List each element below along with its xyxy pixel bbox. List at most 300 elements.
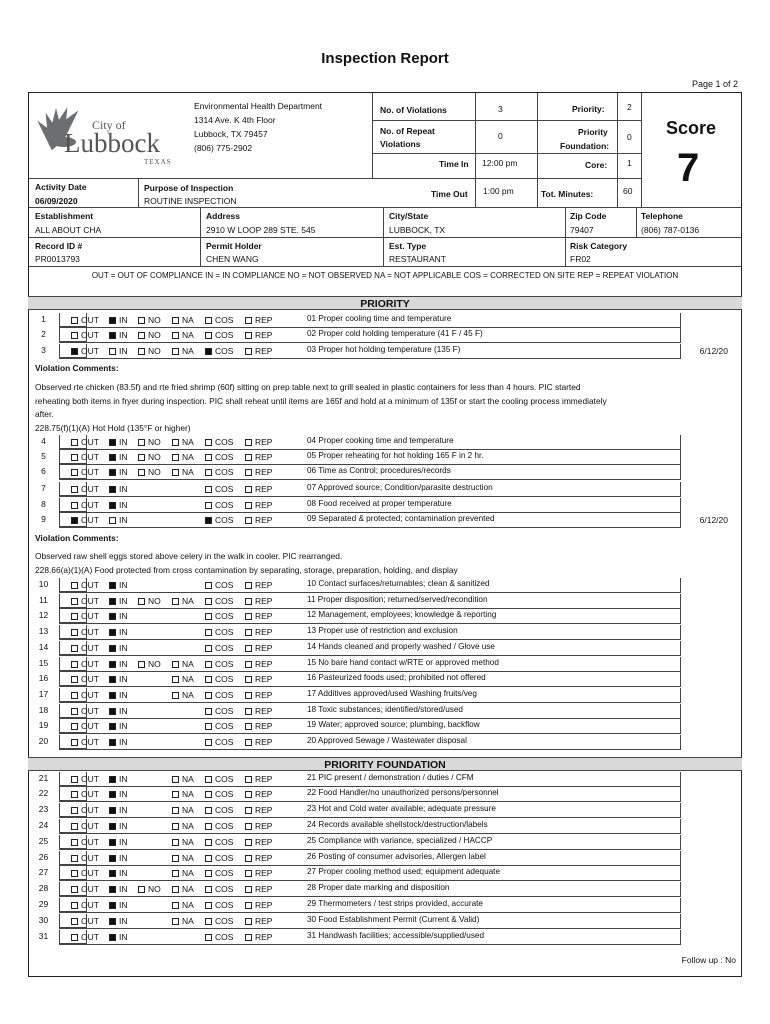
checkbox-in-icon[interactable] [109, 613, 116, 620]
checkbox-rep[interactable] [245, 706, 272, 716]
checkbox-out-icon[interactable] [71, 870, 78, 877]
checkbox-cos[interactable] [205, 706, 233, 716]
checkbox-na-icon[interactable] [172, 598, 179, 605]
checkbox-na[interactable] [172, 674, 194, 684]
checkbox-in[interactable] [109, 437, 128, 447]
checkbox-na[interactable] [172, 774, 194, 784]
checkbox-in-icon[interactable] [109, 598, 116, 605]
checkbox-in[interactable] [109, 500, 128, 510]
checkbox-out[interactable] [71, 346, 99, 356]
checkbox-cos-icon[interactable] [205, 469, 212, 476]
checkbox-rep[interactable] [245, 580, 272, 590]
checkbox-rep[interactable] [245, 627, 272, 637]
checkbox-out-icon[interactable] [71, 723, 78, 730]
checkbox-rep-icon[interactable] [245, 739, 252, 746]
checkbox-out[interactable] [71, 315, 99, 325]
checkbox-out-icon[interactable] [71, 934, 78, 941]
checkbox-na-icon[interactable] [172, 776, 179, 783]
checkbox-out-icon[interactable] [71, 902, 78, 909]
checkbox-na-icon[interactable] [172, 332, 179, 339]
checkbox-cos[interactable] [205, 853, 233, 863]
checkbox-in[interactable] [109, 932, 128, 942]
checkbox-na-icon[interactable] [172, 661, 179, 668]
checkbox-rep[interactable] [245, 853, 272, 863]
checkbox-in[interactable] [109, 789, 128, 799]
checkbox-no-icon[interactable] [138, 598, 145, 605]
checkbox-cos[interactable] [205, 580, 233, 590]
checkbox-cos-icon[interactable] [205, 823, 212, 830]
checkbox-in-icon[interactable] [109, 723, 116, 730]
checkbox-cos-icon[interactable] [205, 791, 212, 798]
checkbox-out[interactable] [71, 674, 99, 684]
checkbox-cos-icon[interactable] [205, 918, 212, 925]
checkbox-in[interactable] [109, 821, 128, 831]
checkbox-in-icon[interactable] [109, 870, 116, 877]
checkbox-cos[interactable] [205, 932, 233, 942]
checkbox-na-icon[interactable] [172, 469, 179, 476]
checkbox-rep[interactable] [245, 884, 272, 894]
checkbox-no[interactable] [138, 315, 161, 325]
checkbox-cos[interactable] [205, 484, 233, 494]
checkbox-no[interactable] [138, 437, 161, 447]
checkbox-cos-icon[interactable] [205, 723, 212, 730]
checkbox-no[interactable] [138, 452, 161, 462]
checkbox-rep-icon[interactable] [245, 723, 252, 730]
checkbox-no-icon[interactable] [138, 332, 145, 339]
checkbox-rep[interactable] [245, 916, 272, 926]
checkbox-rep[interactable] [245, 315, 272, 325]
checkbox-cos[interactable] [205, 737, 233, 747]
checkbox-na-icon[interactable] [172, 918, 179, 925]
checkbox-out[interactable] [71, 627, 99, 637]
checkbox-rep[interactable] [245, 643, 272, 653]
checkbox-in-icon[interactable] [109, 776, 116, 783]
checkbox-cos-icon[interactable] [205, 502, 212, 509]
checkbox-out[interactable] [71, 837, 99, 847]
checkbox-cos-icon[interactable] [205, 676, 212, 683]
checkbox-rep[interactable] [245, 837, 272, 847]
checkbox-rep[interactable] [245, 932, 272, 942]
checkbox-cos-icon[interactable] [205, 807, 212, 814]
checkbox-rep-icon[interactable] [245, 629, 252, 636]
checkbox-cos-icon[interactable] [205, 317, 212, 324]
checkbox-rep[interactable] [245, 868, 272, 878]
checkbox-no[interactable] [138, 467, 161, 477]
checkbox-na[interactable] [172, 884, 194, 894]
checkbox-rep-icon[interactable] [245, 645, 252, 652]
checkbox-out[interactable] [71, 659, 99, 669]
checkbox-rep-icon[interactable] [245, 934, 252, 941]
checkbox-rep-icon[interactable] [245, 855, 252, 862]
checkbox-rep-icon[interactable] [245, 502, 252, 509]
checkbox-out[interactable] [71, 821, 99, 831]
checkbox-cos-icon[interactable] [205, 454, 212, 461]
checkbox-cos-icon[interactable] [205, 692, 212, 699]
checkbox-out-icon[interactable] [71, 486, 78, 493]
checkbox-rep-icon[interactable] [245, 839, 252, 846]
checkbox-rep[interactable] [245, 596, 272, 606]
checkbox-in[interactable] [109, 853, 128, 863]
checkbox-cos[interactable] [205, 467, 233, 477]
checkbox-na-icon[interactable] [172, 317, 179, 324]
checkbox-out[interactable] [71, 737, 99, 747]
checkbox-na[interactable] [172, 916, 194, 926]
checkbox-out[interactable] [71, 721, 99, 731]
checkbox-out-icon[interactable] [71, 708, 78, 715]
checkbox-rep-icon[interactable] [245, 332, 252, 339]
checkbox-no[interactable] [138, 659, 161, 669]
checkbox-out-icon[interactable] [71, 629, 78, 636]
checkbox-in[interactable] [109, 515, 128, 525]
checkbox-cos[interactable] [205, 721, 233, 731]
checkbox-cos[interactable] [205, 500, 233, 510]
checkbox-in[interactable] [109, 690, 128, 700]
checkbox-in-icon[interactable] [109, 332, 116, 339]
checkbox-cos[interactable] [205, 643, 233, 653]
checkbox-na[interactable] [172, 805, 194, 815]
checkbox-na-icon[interactable] [172, 348, 179, 355]
checkbox-out[interactable] [71, 580, 99, 590]
checkbox-rep-icon[interactable] [245, 807, 252, 814]
checkbox-out-icon[interactable] [71, 613, 78, 620]
checkbox-na-icon[interactable] [172, 870, 179, 877]
checkbox-cos-icon[interactable] [205, 613, 212, 620]
checkbox-in[interactable] [109, 452, 128, 462]
checkbox-out[interactable] [71, 868, 99, 878]
checkbox-in-icon[interactable] [109, 739, 116, 746]
checkbox-in-icon[interactable] [109, 486, 116, 493]
checkbox-in-icon[interactable] [109, 886, 116, 893]
checkbox-in-icon[interactable] [109, 629, 116, 636]
checkbox-cos[interactable] [205, 515, 233, 525]
checkbox-in-icon[interactable] [109, 645, 116, 652]
checkbox-out-icon[interactable] [71, 661, 78, 668]
checkbox-in-icon[interactable] [109, 918, 116, 925]
checkbox-out-icon[interactable] [71, 823, 78, 830]
checkbox-out-icon[interactable] [71, 332, 78, 339]
checkbox-out[interactable] [71, 330, 99, 340]
checkbox-rep[interactable] [245, 346, 272, 356]
checkbox-out[interactable] [71, 900, 99, 910]
checkbox-rep-icon[interactable] [245, 454, 252, 461]
checkbox-na-icon[interactable] [172, 791, 179, 798]
checkbox-rep[interactable] [245, 821, 272, 831]
checkbox-in-icon[interactable] [109, 839, 116, 846]
checkbox-rep[interactable] [245, 900, 272, 910]
checkbox-na[interactable] [172, 821, 194, 831]
checkbox-cos-icon[interactable] [205, 902, 212, 909]
checkbox-in[interactable] [109, 916, 128, 926]
checkbox-na[interactable] [172, 330, 194, 340]
checkbox-out-icon[interactable] [71, 839, 78, 846]
checkbox-na-icon[interactable] [172, 692, 179, 699]
checkbox-in-icon[interactable] [109, 517, 116, 524]
checkbox-cos[interactable] [205, 452, 233, 462]
checkbox-cos-icon[interactable] [205, 517, 212, 524]
checkbox-out-icon[interactable] [71, 317, 78, 324]
checkbox-na[interactable] [172, 437, 194, 447]
checkbox-no-icon[interactable] [138, 348, 145, 355]
checkbox-rep-icon[interactable] [245, 776, 252, 783]
checkbox-no[interactable] [138, 884, 161, 894]
checkbox-out-icon[interactable] [71, 692, 78, 699]
checkbox-cos[interactable] [205, 330, 233, 340]
checkbox-in-icon[interactable] [109, 708, 116, 715]
checkbox-out-icon[interactable] [71, 348, 78, 355]
checkbox-in-icon[interactable] [109, 791, 116, 798]
checkbox-na[interactable] [172, 900, 194, 910]
checkbox-in[interactable] [109, 900, 128, 910]
checkbox-in-icon[interactable] [109, 823, 116, 830]
checkbox-cos[interactable] [205, 900, 233, 910]
checkbox-na[interactable] [172, 315, 194, 325]
checkbox-in[interactable] [109, 330, 128, 340]
checkbox-cos[interactable] [205, 437, 233, 447]
checkbox-out-icon[interactable] [71, 454, 78, 461]
checkbox-na-icon[interactable] [172, 823, 179, 830]
checkbox-cos-icon[interactable] [205, 645, 212, 652]
checkbox-out-icon[interactable] [71, 645, 78, 652]
checkbox-cos[interactable] [205, 884, 233, 894]
checkbox-rep-icon[interactable] [245, 886, 252, 893]
checkbox-cos[interactable] [205, 690, 233, 700]
checkbox-cos-icon[interactable] [205, 870, 212, 877]
checkbox-in[interactable] [109, 611, 128, 621]
checkbox-in[interactable] [109, 580, 128, 590]
checkbox-na-icon[interactable] [172, 676, 179, 683]
checkbox-in-icon[interactable] [109, 439, 116, 446]
checkbox-na[interactable] [172, 837, 194, 847]
checkbox-cos-icon[interactable] [205, 934, 212, 941]
checkbox-in-icon[interactable] [109, 807, 116, 814]
checkbox-cos[interactable] [205, 596, 233, 606]
checkbox-in[interactable] [109, 346, 128, 356]
checkbox-out[interactable] [71, 484, 99, 494]
checkbox-rep-icon[interactable] [245, 517, 252, 524]
checkbox-rep[interactable] [245, 515, 272, 525]
checkbox-cos-icon[interactable] [205, 332, 212, 339]
checkbox-cos-icon[interactable] [205, 776, 212, 783]
checkbox-rep[interactable] [245, 805, 272, 815]
checkbox-out-icon[interactable] [71, 502, 78, 509]
checkbox-na-icon[interactable] [172, 839, 179, 846]
checkbox-na-icon[interactable] [172, 439, 179, 446]
checkbox-rep[interactable] [245, 437, 272, 447]
checkbox-rep[interactable] [245, 690, 272, 700]
checkbox-in-icon[interactable] [109, 317, 116, 324]
checkbox-out-icon[interactable] [71, 676, 78, 683]
checkbox-out-icon[interactable] [71, 469, 78, 476]
checkbox-in[interactable] [109, 315, 128, 325]
checkbox-rep-icon[interactable] [245, 823, 252, 830]
checkbox-out[interactable] [71, 437, 99, 447]
checkbox-in[interactable] [109, 837, 128, 847]
checkbox-no-icon[interactable] [138, 317, 145, 324]
checkbox-rep[interactable] [245, 452, 272, 462]
checkbox-out-icon[interactable] [71, 582, 78, 589]
checkbox-in[interactable] [109, 659, 128, 669]
checkbox-in-icon[interactable] [109, 855, 116, 862]
checkbox-cos[interactable] [205, 627, 233, 637]
checkbox-in-icon[interactable] [109, 676, 116, 683]
checkbox-na[interactable] [172, 452, 194, 462]
checkbox-out[interactable] [71, 932, 99, 942]
checkbox-cos-icon[interactable] [205, 439, 212, 446]
checkbox-rep-icon[interactable] [245, 661, 252, 668]
checkbox-in[interactable] [109, 467, 128, 477]
checkbox-na[interactable] [172, 853, 194, 863]
checkbox-na[interactable] [172, 346, 194, 356]
checkbox-in[interactable] [109, 643, 128, 653]
checkbox-cos-icon[interactable] [205, 486, 212, 493]
checkbox-out[interactable] [71, 515, 99, 525]
checkbox-rep-icon[interactable] [245, 902, 252, 909]
checkbox-cos[interactable] [205, 611, 233, 621]
checkbox-na[interactable] [172, 789, 194, 799]
checkbox-rep[interactable] [245, 330, 272, 340]
checkbox-cos[interactable] [205, 837, 233, 847]
checkbox-out[interactable] [71, 452, 99, 462]
checkbox-rep[interactable] [245, 611, 272, 621]
checkbox-out-icon[interactable] [71, 918, 78, 925]
checkbox-no-icon[interactable] [138, 469, 145, 476]
checkbox-cos-icon[interactable] [205, 598, 212, 605]
checkbox-no[interactable] [138, 330, 161, 340]
checkbox-out[interactable] [71, 643, 99, 653]
checkbox-rep-icon[interactable] [245, 598, 252, 605]
checkbox-rep[interactable] [245, 721, 272, 731]
checkbox-in[interactable] [109, 721, 128, 731]
checkbox-rep-icon[interactable] [245, 613, 252, 620]
checkbox-in[interactable] [109, 884, 128, 894]
checkbox-in-icon[interactable] [109, 934, 116, 941]
checkbox-out-icon[interactable] [71, 807, 78, 814]
checkbox-cos[interactable] [205, 774, 233, 784]
checkbox-na[interactable] [172, 659, 194, 669]
checkbox-out[interactable] [71, 916, 99, 926]
checkbox-rep-icon[interactable] [245, 870, 252, 877]
checkbox-in-icon[interactable] [109, 454, 116, 461]
checkbox-in-icon[interactable] [109, 661, 116, 668]
checkbox-in-icon[interactable] [109, 582, 116, 589]
checkbox-no-icon[interactable] [138, 661, 145, 668]
checkbox-in-icon[interactable] [109, 692, 116, 699]
checkbox-rep-icon[interactable] [245, 317, 252, 324]
checkbox-rep-icon[interactable] [245, 791, 252, 798]
checkbox-out-icon[interactable] [71, 791, 78, 798]
checkbox-cos-icon[interactable] [205, 629, 212, 636]
checkbox-in[interactable] [109, 706, 128, 716]
checkbox-cos[interactable] [205, 315, 233, 325]
checkbox-cos[interactable] [205, 674, 233, 684]
checkbox-na-icon[interactable] [172, 886, 179, 893]
checkbox-out-icon[interactable] [71, 517, 78, 524]
checkbox-rep-icon[interactable] [245, 348, 252, 355]
checkbox-out[interactable] [71, 500, 99, 510]
checkbox-no[interactable] [138, 346, 161, 356]
checkbox-cos-icon[interactable] [205, 348, 212, 355]
checkbox-in[interactable] [109, 674, 128, 684]
checkbox-in-icon[interactable] [109, 348, 116, 355]
checkbox-rep-icon[interactable] [245, 439, 252, 446]
checkbox-cos-icon[interactable] [205, 839, 212, 846]
checkbox-cos-icon[interactable] [205, 582, 212, 589]
checkbox-na[interactable] [172, 596, 194, 606]
checkbox-na[interactable] [172, 690, 194, 700]
checkbox-in[interactable] [109, 805, 128, 815]
checkbox-in[interactable] [109, 484, 128, 494]
checkbox-no-icon[interactable] [138, 439, 145, 446]
checkbox-rep-icon[interactable] [245, 708, 252, 715]
checkbox-cos[interactable] [205, 789, 233, 799]
checkbox-cos-icon[interactable] [205, 886, 212, 893]
checkbox-rep-icon[interactable] [245, 469, 252, 476]
checkbox-rep[interactable] [245, 737, 272, 747]
checkbox-in[interactable] [109, 737, 128, 747]
checkbox-cos[interactable] [205, 805, 233, 815]
checkbox-out-icon[interactable] [71, 855, 78, 862]
checkbox-out-icon[interactable] [71, 886, 78, 893]
checkbox-out[interactable] [71, 789, 99, 799]
checkbox-out[interactable] [71, 853, 99, 863]
checkbox-na-icon[interactable] [172, 454, 179, 461]
checkbox-in-icon[interactable] [109, 502, 116, 509]
checkbox-rep-icon[interactable] [245, 676, 252, 683]
checkbox-rep-icon[interactable] [245, 692, 252, 699]
checkbox-in[interactable] [109, 868, 128, 878]
checkbox-out[interactable] [71, 467, 99, 477]
checkbox-rep[interactable] [245, 774, 272, 784]
checkbox-out-icon[interactable] [71, 439, 78, 446]
checkbox-out[interactable] [71, 805, 99, 815]
checkbox-rep-icon[interactable] [245, 582, 252, 589]
checkbox-out[interactable] [71, 706, 99, 716]
checkbox-rep[interactable] [245, 467, 272, 477]
checkbox-na-icon[interactable] [172, 807, 179, 814]
checkbox-out[interactable] [71, 611, 99, 621]
checkbox-no-icon[interactable] [138, 886, 145, 893]
checkbox-cos[interactable] [205, 868, 233, 878]
checkbox-rep[interactable] [245, 789, 272, 799]
checkbox-rep[interactable] [245, 659, 272, 669]
checkbox-cos[interactable] [205, 346, 233, 356]
checkbox-in-icon[interactable] [109, 902, 116, 909]
checkbox-rep[interactable] [245, 674, 272, 684]
checkbox-cos[interactable] [205, 821, 233, 831]
checkbox-na-icon[interactable] [172, 855, 179, 862]
checkbox-out[interactable] [71, 690, 99, 700]
checkbox-in[interactable] [109, 627, 128, 637]
checkbox-out-icon[interactable] [71, 598, 78, 605]
checkbox-out[interactable] [71, 596, 99, 606]
checkbox-na[interactable] [172, 467, 194, 477]
checkbox-no[interactable] [138, 596, 161, 606]
checkbox-in[interactable] [109, 596, 128, 606]
checkbox-cos[interactable] [205, 659, 233, 669]
checkbox-out-icon[interactable] [71, 739, 78, 746]
checkbox-out-icon[interactable] [71, 776, 78, 783]
checkbox-rep-icon[interactable] [245, 486, 252, 493]
checkbox-in[interactable] [109, 774, 128, 784]
checkbox-cos-icon[interactable] [205, 708, 212, 715]
checkbox-out[interactable] [71, 884, 99, 894]
checkbox-cos-icon[interactable] [205, 739, 212, 746]
checkbox-rep-icon[interactable] [245, 918, 252, 925]
checkbox-out[interactable] [71, 774, 99, 784]
checkbox-in-icon[interactable] [109, 469, 116, 476]
checkbox-rep[interactable] [245, 500, 272, 510]
checkbox-no-icon[interactable] [138, 454, 145, 461]
